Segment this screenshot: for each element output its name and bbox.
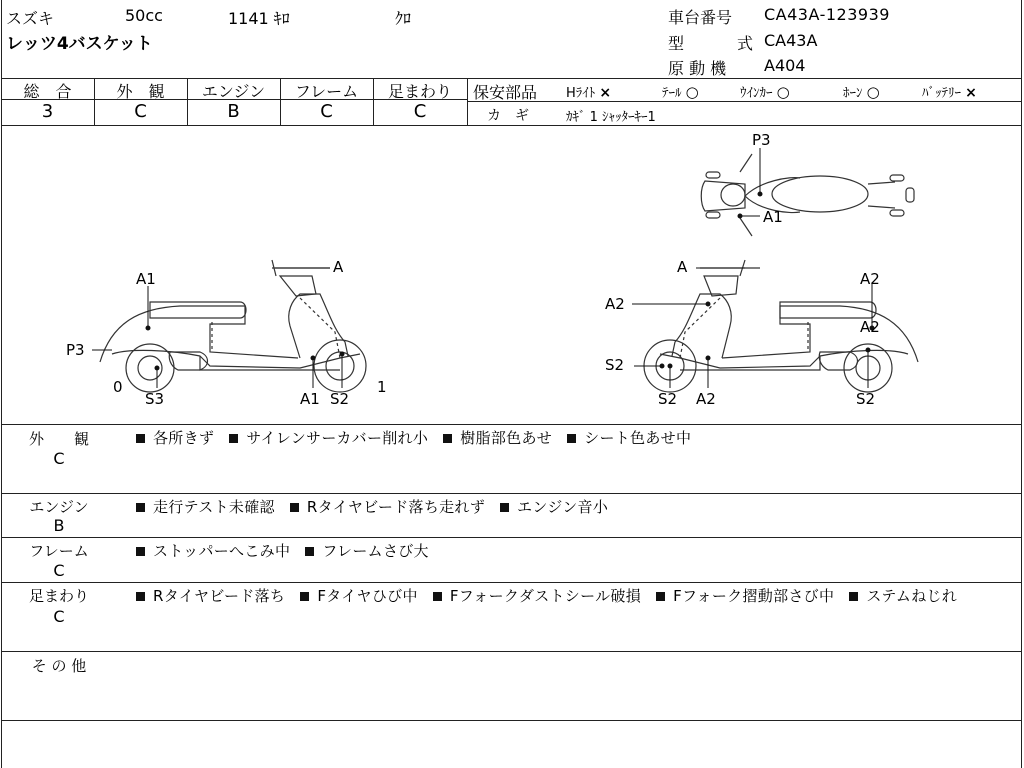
safety-item-mark: ○ xyxy=(866,83,880,101)
remarks-line-3 xyxy=(1,582,1022,583)
engine-model-label: 原 動 機 xyxy=(668,59,727,78)
frame-number-label: 車台番号 xyxy=(668,8,733,27)
remarks-line-2 xyxy=(1,537,1022,538)
left-label-a1-bottom: A1 xyxy=(300,390,320,408)
remark-label: フレーム xyxy=(29,542,89,560)
remark-item: Fフォークダストシール破損 xyxy=(449,587,642,605)
left-label-0: 0 xyxy=(113,378,123,396)
right-label-a: A xyxy=(677,258,688,276)
right-label-a2-seat: A2 xyxy=(860,318,880,336)
remark-grade: C xyxy=(53,561,65,580)
damage-diagram xyxy=(0,126,1022,424)
grid-line-safety-mid xyxy=(467,101,1022,102)
score-value-total: 3 xyxy=(41,101,54,122)
left-label-a1: A1 xyxy=(136,270,156,288)
safety-item-headlight xyxy=(566,82,611,101)
safety-item-name: ﾊﾞｯﾃﾘｰ xyxy=(922,86,961,101)
safety-item-mark: × xyxy=(965,85,977,101)
remark-items xyxy=(136,496,608,517)
score-value-frame: C xyxy=(320,101,333,122)
engine-model: A404 xyxy=(764,56,806,75)
remarks-line-1 xyxy=(1,493,1022,494)
score-label-engine: エンジン xyxy=(201,82,266,101)
score-value-suspension: C xyxy=(413,101,427,122)
remark-grade: B xyxy=(53,516,65,535)
type-label-1: 型 xyxy=(668,34,685,53)
score-value-engine: B xyxy=(227,101,240,122)
scooter-top-view xyxy=(701,154,914,236)
right-label-s2-left: S2 xyxy=(605,356,625,374)
remark-item: Fタイヤひび中 xyxy=(317,587,418,605)
remark-items xyxy=(136,585,1006,608)
type-label-2: 式 xyxy=(737,34,754,53)
safety-item-mark: ○ xyxy=(776,83,790,101)
displacement: 50cc xyxy=(125,6,163,25)
safety-item-name: Hﾗｲﾄ xyxy=(566,86,596,101)
remark-grade: C xyxy=(53,607,65,626)
left-label-s2: S2 xyxy=(330,390,350,408)
maker-name: スズキ xyxy=(6,9,55,28)
remark-item: Fフォーク摺動部さび中 xyxy=(673,587,835,605)
safety-item-winker xyxy=(740,82,790,101)
score-label-suspension: 足まわり xyxy=(387,82,452,101)
score-label-exterior: 外 観 xyxy=(116,82,165,101)
frame-number: CA43A-123939 xyxy=(764,5,890,24)
right-label-a2-top: A2 xyxy=(860,270,880,288)
remark-items xyxy=(136,540,429,561)
type-value: CA43A xyxy=(764,31,818,50)
remark-grade: C xyxy=(53,449,65,468)
remark-label: 外 観 xyxy=(28,430,89,448)
remark-item: 走行テスト未確認 xyxy=(153,498,275,516)
remark-item: フレームさび大 xyxy=(322,542,429,560)
safety-item-name: ｳｲﾝｶｰ xyxy=(740,86,773,101)
score-label-frame: フレーム xyxy=(294,82,359,101)
safety-item-name: ﾃｰﾙ xyxy=(662,86,682,101)
remark-item: 樹脂部色あせ xyxy=(460,429,553,447)
safety-item-mark: ○ xyxy=(685,83,699,101)
remark-label: そ の 他 xyxy=(31,657,87,675)
key-label: カ ギ xyxy=(487,108,529,124)
safety-item-horn xyxy=(843,82,880,101)
grid-col-5 xyxy=(467,78,468,125)
remark-item: シート色あせ中 xyxy=(584,429,692,447)
safety-item-battery xyxy=(922,82,977,101)
safety-item-name: ﾎｰﾝ xyxy=(843,86,863,101)
mileage: 1141 ｷﾛ xyxy=(228,9,290,28)
remark-item: Rタイヤビード落ち走れず xyxy=(306,498,486,516)
remark-label: エンジン xyxy=(29,498,89,516)
remark-items xyxy=(136,427,691,448)
remark-label: 足まわり xyxy=(28,587,89,605)
left-label-a: A xyxy=(333,258,344,276)
right-label-s2-rear: S2 xyxy=(856,390,876,408)
remark-item: ストッパーへこみ中 xyxy=(153,542,291,560)
remark-item: サイレンサーカバー削れ小 xyxy=(246,429,429,447)
right-label-a2-bottom: A2 xyxy=(696,390,716,408)
remark-item: 各所きず xyxy=(153,429,215,447)
top-label-a1: A1 xyxy=(763,208,783,226)
top-label-p3: P3 xyxy=(752,131,771,149)
score-value-exterior: C xyxy=(134,101,147,122)
safety-label: 保安部品 xyxy=(473,83,538,102)
remark-item: ステムねじれ xyxy=(866,587,958,605)
remarks-line-4 xyxy=(1,651,1022,652)
safety-item-mark: × xyxy=(599,85,612,101)
left-label-1: 1 xyxy=(377,378,387,396)
remark-item: エンジン音小 xyxy=(517,498,609,516)
remarks-line-5 xyxy=(1,720,1022,721)
right-label-a2-left: A2 xyxy=(605,295,625,313)
left-label-s3: S3 xyxy=(145,390,165,408)
key-value: ｶｷﾞ 1 ｼｬｯﾀｰｷｰ1 xyxy=(566,110,656,125)
model-name: レッツ4バスケット xyxy=(6,34,153,54)
body-color: ｸﾛ xyxy=(395,9,412,28)
score-label-total: 総 合 xyxy=(23,82,72,101)
remarks-line-top xyxy=(1,424,1022,425)
safety-item-tail xyxy=(662,82,699,101)
right-label-s2-bottom: S2 xyxy=(658,390,678,408)
remark-item: Rタイヤビード落ち xyxy=(153,587,286,605)
left-label-p3: P3 xyxy=(66,341,85,359)
